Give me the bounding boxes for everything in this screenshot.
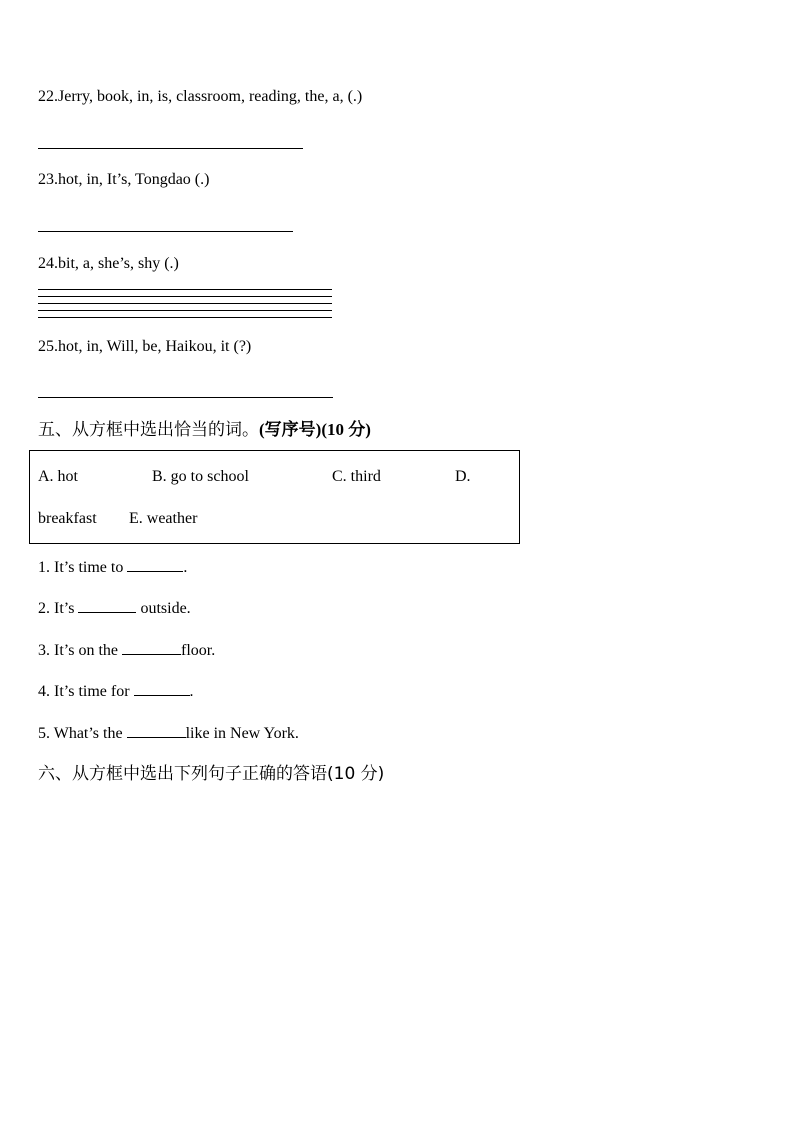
option-c: C. third [332,468,381,485]
fill-item-3 [38,640,215,661]
fill-item-1-text: 1. It’s time to [38,559,128,576]
fill-item-4 [38,681,194,702]
answer-line-24-d [38,310,332,311]
fill-item-2 [38,598,191,619]
fill-item-2-end: outside. [136,600,191,617]
option-d-word: breakfast [38,510,97,527]
fill-item-4-end: . [189,683,194,700]
question-23: 23.hot, in, It’s, Tongdao (.) [38,171,210,188]
fill-item-1-end: . [183,559,188,576]
fill-item-5-text: 5. What’s the [38,725,127,742]
fill-blank-2[interactable] [78,598,136,613]
answer-line-24-a [38,289,332,290]
section-5-title: 五、从方框中选出恰当的词。 [38,420,259,440]
fill-item-3-end: floor. [181,642,216,659]
option-b: B. go to school [152,468,249,485]
fill-item-4-text: 4. It’s time for [38,683,134,700]
fill-item-5-end: like in New York. [185,725,299,742]
section-6-heading: 六、从方框中选出下列句子正确的答语(10 分) [38,764,385,784]
section-5-score: (写序号)(10 分) [259,420,371,439]
section-5-heading [38,420,371,440]
fill-item-3-text: 3. It’s on the [38,642,122,659]
option-e: E. weather [129,510,198,527]
word-option-box [29,450,520,544]
answer-line-23[interactable] [38,231,293,232]
question-24: 24.bit, a, she’s, shy (.) [38,255,179,272]
fill-item-2-text: 2. It’s [38,600,79,617]
option-a: A. hot [38,468,78,485]
answer-line-25[interactable] [38,397,333,398]
question-22: 22.Jerry, book, in, is, classroom, reading, the, a, (.) [38,88,363,105]
fill-blank-5[interactable] [127,723,186,738]
fill-blank-4[interactable] [134,681,190,696]
option-d: D. [455,468,471,485]
fill-item-5 [38,723,299,744]
answer-line-22[interactable] [38,148,303,149]
answer-line-24-e [38,317,332,318]
question-25: 25.hot, in, Will, be, Haikou, it (?) [38,338,252,355]
fill-item-1 [38,557,187,578]
fill-blank-1[interactable] [127,557,183,572]
fill-blank-3[interactable] [122,640,181,655]
answer-line-24-c [38,303,332,304]
answer-line-24-b [38,296,332,297]
